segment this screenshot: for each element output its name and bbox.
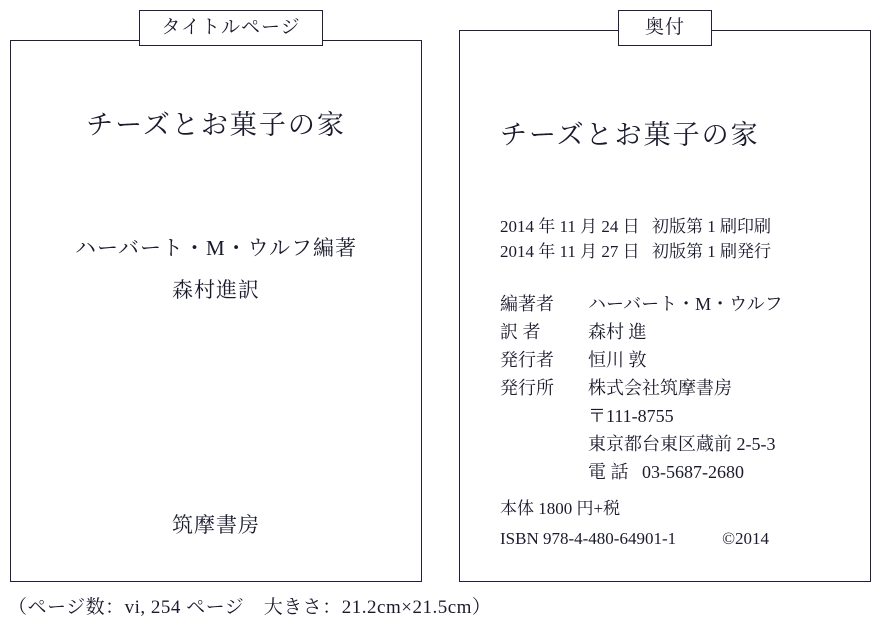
- credit-value: 森村 進: [588, 322, 647, 342]
- telephone-number: 03-5687-2680: [642, 462, 744, 482]
- print-date-description: 初版第 1 刷印刷: [652, 217, 771, 236]
- copyright-notice: ©2014: [722, 529, 770, 548]
- credit-list: [500, 290, 830, 486]
- publisher-address: 東京都台東区蔵前 2-5-3: [588, 434, 776, 454]
- postal-code: 〒111-8755: [588, 406, 674, 426]
- isbn-number: ISBN 978-4-480-64901-1: [500, 529, 677, 548]
- title-page-panel: [10, 40, 422, 582]
- credit-row: [500, 346, 830, 374]
- print-date: 2014 年 11 月 24 日: [500, 217, 640, 236]
- book-title: チーズとお菓子の家: [86, 110, 346, 140]
- credit-label: 編著者: [500, 294, 554, 314]
- credit-row: [500, 290, 830, 318]
- title-page-tab-label: タイトルページ: [139, 10, 323, 46]
- credit-value: 恒川 敦: [588, 350, 647, 370]
- colophon-content: [460, 31, 870, 581]
- print-date: 2014 年 11 月 27 日: [500, 242, 640, 261]
- figure-caption: （ページ数：vi, 254 ページ 大きさ：21.2cm×21.5cm）: [8, 597, 492, 618]
- credit-row: [500, 374, 830, 402]
- translator-credit: 森村進訳: [172, 278, 260, 302]
- credit-value: ハーバート・M・ウルフ: [588, 294, 783, 314]
- credit-label: 発行者: [500, 350, 554, 370]
- price-line: 本体 1800 円+税: [500, 499, 621, 518]
- telephone-label: 電 話: [588, 462, 629, 482]
- colophon-tab-label: 奥付: [618, 10, 712, 46]
- isbn-line: [500, 529, 769, 549]
- print-date-list: [500, 214, 830, 264]
- publisher-name: 筑摩書房: [172, 513, 260, 537]
- print-date-description: 初版第 1 刷発行: [652, 242, 771, 261]
- credit-row: [500, 318, 830, 346]
- credit-value: 株式会社筑摩書房: [588, 378, 732, 398]
- colophon-panel: [459, 30, 871, 582]
- print-date-row: [500, 214, 830, 239]
- title-page-content: [11, 41, 421, 581]
- credit-label: 訳 者: [500, 322, 541, 342]
- colophon-book-title: チーズとお菓子の家: [500, 120, 760, 150]
- author-credit: ハーバート・M・ウルフ編著: [75, 236, 357, 260]
- telephone-row: [500, 458, 830, 486]
- credit-label: 発行所: [500, 378, 554, 398]
- print-date-row: [500, 239, 830, 264]
